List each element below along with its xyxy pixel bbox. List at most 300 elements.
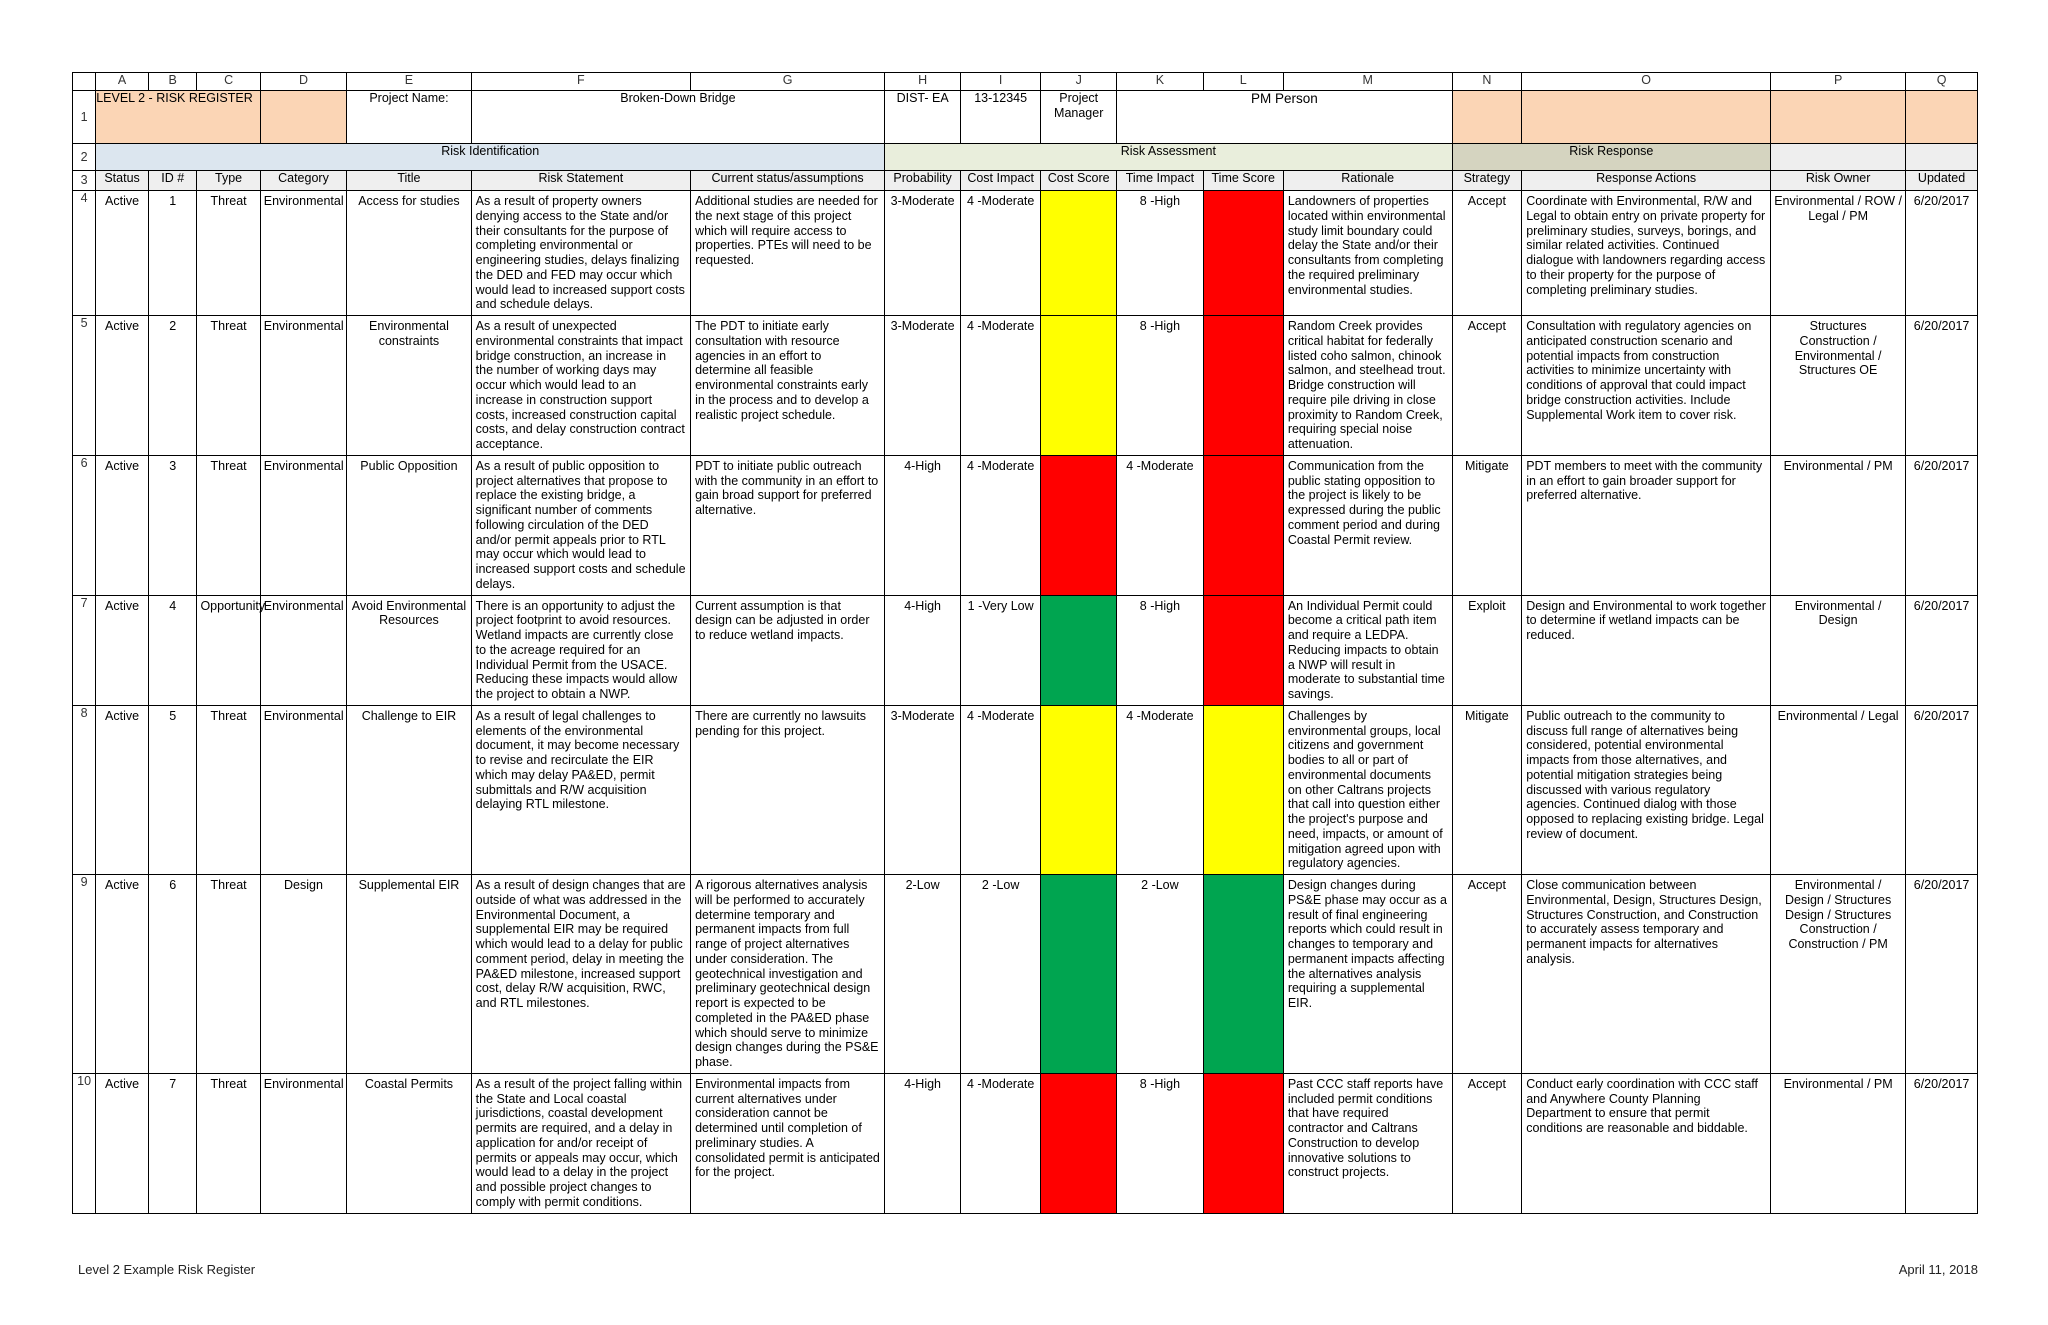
cell-response-actions[interactable] [1522, 455, 1771, 595]
column-letter-j[interactable]: J [1041, 73, 1117, 91]
cell-cost-score-text: 4 [1075, 878, 1083, 892]
cell-id[interactable] [148, 875, 197, 1074]
project-manager-value: PM Person [1117, 91, 1452, 144]
row-number-6[interactable]: 6 [73, 455, 96, 595]
cell-risk-owner[interactable] [1771, 1073, 1906, 1213]
cell-risk-owner-text: Structures Construction / Environmental / Structures OE [1794, 319, 1882, 378]
cell-title-text: Access for studies [358, 194, 460, 208]
cell-updated-text: 6/20/2017 [1913, 194, 1970, 208]
cell-probability[interactable] [885, 1073, 961, 1213]
cell-response-actions-text: PDT members to meet with the community in an effort to gain broader support for preferred alternative. [1526, 458, 1763, 503]
cell-cost-impact-text: 4 -Moderate [966, 458, 1035, 473]
title-peach-n [1452, 91, 1522, 144]
cell-title-text: Supplemental EIR [358, 878, 460, 892]
cell-response-actions[interactable] [1522, 595, 1771, 705]
col-header-time-score: Time Score [1203, 171, 1283, 191]
cell-cost-impact-text: 1 -Very Low [967, 598, 1034, 613]
cell-current-status-text: Environmental impacts from current alternatives under consideration cannot be determined until completion of preliminary studies. A consolidated permit is anticipated for the project. [695, 1076, 880, 1180]
table-row [73, 316, 1978, 456]
cell-probability[interactable] [885, 875, 961, 1074]
col-header-probability: Probability [885, 171, 961, 191]
cell-type[interactable] [197, 191, 260, 316]
cell-category-text: Environmental [263, 458, 344, 473]
cell-risk-statement-text: There is an opportunity to adjust the project footprint to avoid resources. Wetland impacts are currently close to the acreage required for an Individual Permit from the USACE. Reducing these impacts would allow the project to obtain a NWP. [475, 598, 678, 701]
cell-response-actions-text: Consultation with regulatory agencies on anticipated construction scenario and potential impacts from construction activities to minimize uncertainty with conditions of approval that could impact bridge construction activities. Include Supplemental Work item to cover risk. [1526, 319, 1752, 422]
title-peach-q [1906, 91, 1978, 144]
cell-time-impact-text: 4 -Moderate [1126, 458, 1194, 473]
col-header-status: Status [96, 171, 149, 191]
cell-category-text: Environmental [263, 319, 344, 333]
cell-type[interactable] [197, 595, 266, 705]
cell-id[interactable] [148, 191, 197, 316]
cell-probability-text: 4-High [904, 598, 942, 613]
cell-updated-text: 6/20/2017 [1913, 878, 1970, 892]
cell-time-impact-text: 8 -High [1139, 194, 1181, 208]
cell-time-score-text: 24 [1236, 194, 1251, 208]
cell-strategy-text: Exploit [1468, 598, 1506, 613]
cell-risk-owner-text: Environmental / PM [1783, 1076, 1893, 1091]
cell-updated[interactable] [1906, 595, 1978, 705]
column-letter-o[interactable]: O [1522, 73, 1771, 91]
row-number-7[interactable]: 7 [73, 595, 96, 705]
column-letter-f[interactable]: F [471, 73, 690, 91]
cell-cost-impact[interactable] [961, 316, 1041, 456]
cell-time-impact-text: 8 -High [1139, 319, 1181, 333]
cell-time-score-text: 32 [1236, 1076, 1251, 1091]
column-letter-d[interactable]: D [260, 73, 346, 91]
cell-rationale[interactable] [1283, 875, 1452, 1074]
cell-risk-owner[interactable] [1771, 191, 1906, 316]
cell-probability-text: 3-Moderate [890, 319, 955, 333]
cell-category-text: Environmental [263, 194, 344, 208]
cell-time-impact[interactable] [1117, 455, 1203, 595]
cell-risk-statement-text: As a result of the project falling within the State and Local coastal jurisdictions, coastal development permits are required, and a delay in application for and/or receipt of permits or appeals may occur, which would lead to a delay in the project and possible project changes to comply with permit conditions. [475, 1076, 683, 1209]
row-number-3[interactable]: 3 [73, 171, 96, 191]
cell-cost-score[interactable] [1041, 1073, 1117, 1213]
cell-risk-statement[interactable] [471, 595, 690, 705]
cell-category-text: Environmental [263, 1076, 344, 1091]
register-title: LEVEL 2 - RISK REGISTER [96, 91, 261, 144]
cell-cost-score[interactable] [1041, 705, 1117, 874]
cell-strategy-text: Accept [1467, 319, 1506, 333]
cell-cost-score[interactable] [1041, 455, 1117, 595]
cell-type[interactable] [197, 455, 260, 595]
cell-response-actions-text: Public outreach to the community to discuss full range of alternatives being considered, potential environmental impacts from those alternatives, and potential mitigation strategies being discussed with various regulatory agencies. Continued dialog with those opposed to replacing existing bridge. Legal review of document. [1526, 708, 1764, 841]
cell-current-status[interactable] [691, 191, 885, 316]
cell-response-actions-text: Close communication between Environmental, Design, Structures Design, Structures Construction, and Construction to accurately assess temporary and permanent impacts for alternatives analysis. [1526, 878, 1762, 966]
cell-status[interactable] [96, 191, 149, 316]
cell-id-text: 2 [169, 319, 177, 333]
cell-probability-text: 3-Moderate [890, 708, 955, 723]
cell-time-score-text: 16 [1236, 458, 1251, 473]
cell-risk-owner-text: Environmental / PM [1783, 458, 1893, 473]
cell-cost-score[interactable] [1041, 595, 1117, 705]
cell-type-text: Threat [210, 878, 247, 892]
cell-strategy[interactable] [1452, 875, 1522, 1074]
column-letter-k[interactable]: K [1117, 73, 1203, 91]
cell-cost-score-text: 12 [1071, 194, 1086, 208]
column-letter-m[interactable]: M [1283, 73, 1452, 91]
cell-current-status[interactable] [691, 705, 885, 874]
cell-response-actions[interactable] [1522, 1073, 1771, 1213]
table-row [73, 875, 1978, 1074]
cell-type-text: Opportunity [200, 598, 266, 613]
cell-risk-statement-text: As a result of property owners denying access to the State and/or their consultants for the purpose of completing environmental or engineering studies, delays finalizing the DED and FED may occur which would lead to increased support costs and schedule delays. [475, 194, 685, 312]
cell-cost-impact[interactable] [961, 455, 1041, 595]
cell-time-impact[interactable] [1117, 875, 1203, 1074]
cell-risk-owner-text: Environmental / Design / Structures Design / Structures Construction / Construction / PM [1784, 878, 1892, 951]
cell-category-text: Environmental [263, 598, 344, 613]
cell-current-status-text: Current assumption is that design can be adjusted in order to reduce wetland impacts. [695, 598, 870, 642]
row-number-9[interactable]: 9 [73, 875, 96, 1074]
cell-risk-statement[interactable] [471, 191, 690, 316]
cell-category-text: Design [284, 878, 323, 892]
cell-risk-owner[interactable] [1771, 595, 1906, 705]
col-header-risk-owner: Risk Owner [1771, 171, 1906, 191]
row-number-10[interactable]: 10 [73, 1073, 96, 1213]
cell-id-text: 7 [169, 1076, 177, 1091]
cell-current-status[interactable] [691, 455, 885, 595]
project-manager-label: Project Manager [1041, 91, 1117, 144]
cell-risk-owner[interactable] [1771, 316, 1906, 456]
cell-response-actions[interactable] [1522, 875, 1771, 1074]
column-letter-l[interactable]: L [1203, 73, 1283, 91]
cell-time-impact[interactable] [1117, 191, 1203, 316]
spreadsheet-sheet [72, 72, 1978, 1214]
cell-time-impact[interactable] [1117, 316, 1203, 456]
cell-cost-impact-text: 4 -Moderate [966, 1076, 1035, 1091]
cell-time-impact[interactable] [1117, 595, 1203, 705]
cell-title[interactable] [347, 595, 471, 705]
cell-current-status-text: PDT to initiate public outreach with the community in an effort to gain broad support for preferred alternative. [695, 458, 879, 517]
cell-title[interactable] [347, 1073, 471, 1213]
row-number-8[interactable]: 8 [73, 705, 96, 874]
cell-time-score[interactable] [1203, 455, 1283, 595]
cell-time-score-text: 32 [1236, 598, 1251, 613]
cell-time-score[interactable] [1203, 705, 1283, 874]
cell-title[interactable] [347, 316, 471, 456]
column-letter-e[interactable]: E [347, 73, 471, 91]
cell-cost-score-text: 16 [1071, 458, 1086, 473]
col-header-updated: Updated [1906, 171, 1978, 191]
cell-strategy-text: Mitigate [1464, 458, 1509, 473]
cell-rationale-text: Past CCC staff reports have included permit conditions that have required contractor and Caltrans Construction to develop innovative solutions to construct projects. [1287, 1076, 1444, 1180]
cell-strategy[interactable] [1452, 316, 1522, 456]
cell-title-text: Coastal Permits [364, 1076, 454, 1091]
cell-status[interactable] [96, 455, 149, 595]
cell-cost-impact-text: 4 -Moderate [966, 194, 1035, 208]
cell-time-score[interactable] [1203, 191, 1283, 316]
cell-updated-text: 6/20/2017 [1913, 598, 1970, 613]
page-footer [78, 1262, 1978, 1277]
cell-title[interactable] [347, 705, 471, 874]
cell-updated[interactable] [1906, 191, 1978, 316]
cell-current-status-text: There are currently no lawsuits pending for this project. [695, 708, 866, 738]
col-header-title: Title [347, 171, 471, 191]
col-header-time-impact: Time Impact [1117, 171, 1203, 191]
cell-status-text: Active [105, 194, 140, 208]
cell-rationale-text: Challenges by environmental groups, local citizens and government bodies to all or part of environmental documents on other Caltrans projects that call into question either the project's purpose and need, impacts, or amount of mitigation agreed upon with regulatory agencies. [1287, 708, 1443, 871]
cell-status-text: Active [105, 319, 140, 333]
cell-status[interactable] [96, 595, 149, 705]
table-row [73, 705, 1978, 874]
cell-cost-impact[interactable] [961, 705, 1041, 874]
band-risk-response: Risk Response [1452, 144, 1771, 171]
cell-rationale[interactable] [1283, 316, 1452, 456]
column-letter-g[interactable]: G [691, 73, 885, 91]
cell-time-impact[interactable] [1117, 1073, 1203, 1213]
cell-response-actions[interactable] [1522, 316, 1771, 456]
cell-time-score-text: 24 [1236, 319, 1251, 333]
cell-strategy[interactable] [1452, 705, 1522, 874]
cell-probability[interactable] [885, 595, 961, 705]
cell-type[interactable] [197, 875, 260, 1074]
cell-rationale-text: Landowners of properties located within environmental study limit boundary could delay the State and/or their consultants from completing the required preliminary environmental studies. [1287, 194, 1446, 297]
cell-title-text: Challenge to EIR [361, 708, 457, 723]
cell-current-status[interactable] [691, 875, 885, 1074]
project-name-label: Project Name: [347, 91, 471, 144]
row-number-1[interactable]: 1 [73, 91, 96, 144]
cell-cost-impact[interactable] [961, 875, 1041, 1074]
column-letter-a[interactable]: A [96, 73, 149, 91]
cell-rationale[interactable] [1283, 455, 1452, 595]
dist-ea-value: 13-12345 [961, 91, 1041, 144]
cell-rationale-text: An Individual Permit could become a critical path item and require a LEDPA. Reducing impacts to obtain a NWP will result in moderate to substantial time savings. [1287, 598, 1445, 701]
column-letter-q[interactable]: Q [1906, 73, 1978, 91]
cell-risk-statement[interactable] [471, 875, 690, 1074]
band-risk-assessment: Risk Assessment [885, 144, 1452, 171]
cell-risk-statement[interactable] [471, 316, 690, 456]
cell-rationale[interactable] [1283, 1073, 1452, 1213]
cell-category[interactable] [260, 875, 346, 1074]
cell-probability-text: 2-Low [905, 878, 940, 892]
cell-time-impact-text: 4 -Moderate [1126, 708, 1194, 723]
col-header-type: Type [197, 171, 260, 191]
cell-time-impact[interactable] [1117, 705, 1203, 874]
sheet-row-1 [73, 91, 1978, 144]
cell-id-text: 6 [169, 878, 177, 892]
cell-rationale[interactable] [1283, 595, 1452, 705]
cell-rationale-text: Random Creek provides critical habitat for federally listed coho salmon, chinook salmon, and steelhead trout. Bridge construction will require pile driving in close proximity to Random Creek, requiring special noise attenuation. [1287, 319, 1446, 451]
cell-probability-text: 4-High [904, 1076, 942, 1091]
cell-risk-statement[interactable] [471, 455, 690, 595]
cell-cost-score[interactable] [1041, 316, 1117, 456]
title-spacer-cell [260, 91, 346, 144]
cell-probability[interactable] [885, 316, 961, 456]
cell-type-text: Threat [210, 1076, 247, 1091]
cell-category-text: Environmental [263, 708, 344, 723]
column-letter-i[interactable]: I [961, 73, 1041, 91]
cell-time-score[interactable] [1203, 316, 1283, 456]
cell-probability[interactable] [885, 191, 961, 316]
cell-cost-score-text: 12 [1071, 708, 1086, 723]
cell-risk-statement-text: As a result of legal challenges to elements of the environmental document, it may become necessary to revise and recirculate the EIR which may delay PA&ED, permit submittals and R/W acquisition delaying RTL milestone. [475, 708, 680, 812]
table-row [73, 595, 1978, 705]
cell-response-actions[interactable] [1522, 705, 1771, 874]
cell-updated-text: 6/20/2017 [1913, 1076, 1970, 1091]
row-number-5[interactable]: 5 [73, 316, 96, 456]
cell-probability-text: 3-Moderate [890, 194, 955, 208]
cell-rationale-text: Communication from the public stating opposition to the project is likely to be expressed during the public comment period and during Coastal Permit review. [1287, 458, 1441, 547]
cell-risk-owner-text: Environmental / Legal [1777, 708, 1899, 723]
cell-response-actions-text: Design and Environmental to work together to determine if wetland impacts can be reduced. [1526, 598, 1766, 642]
cell-id-text: 5 [169, 708, 177, 723]
cell-strategy[interactable] [1452, 595, 1522, 705]
cell-strategy[interactable] [1452, 1073, 1522, 1213]
column-letter-n[interactable]: N [1452, 73, 1522, 91]
cell-id[interactable] [148, 595, 197, 705]
risk-rows [73, 191, 1978, 1214]
cell-risk-statement-text: As a result of design changes that are outside of what was addressed in the Environmental Document, a supplemental EIR may be required which would lead to a delay for public comment period, delay in meeting the PA&ED milestone, increased support cost, delay R/W acquisition, RWC, and RTL milestones. [475, 878, 686, 1010]
cell-current-status[interactable] [691, 595, 885, 705]
cell-probability-text: 4-High [904, 458, 942, 473]
cell-updated[interactable] [1906, 1073, 1978, 1213]
cell-status[interactable] [96, 316, 149, 456]
cell-type[interactable] [197, 316, 260, 456]
sheet-corner[interactable] [73, 73, 96, 91]
col-header-id: ID # [148, 171, 197, 191]
band-risk-identification: Risk Identification [96, 144, 885, 171]
cell-cost-impact-text: 2 -Low [981, 878, 1020, 892]
cell-response-actions-text: Conduct early coordination with CCC staff and Anywhere County Planning Department to ensure that permit conditions are reasonable and biddable. [1526, 1076, 1759, 1135]
cell-cost-impact[interactable] [961, 595, 1041, 705]
col-header-category: Category [260, 171, 346, 191]
cell-strategy-text: Accept [1467, 878, 1506, 892]
table-row [73, 455, 1978, 595]
cell-id[interactable] [148, 1073, 197, 1213]
table-row [73, 191, 1978, 316]
cell-strategy[interactable] [1452, 191, 1522, 316]
cell-updated[interactable] [1906, 875, 1978, 1074]
cell-cost-impact[interactable] [961, 191, 1041, 316]
cell-current-status-text: The PDT to initiate early consultation with resource agencies in an effort to determine all feasible environmental constraints early in the process and to develop a realistic project schedule. [695, 319, 869, 422]
column-letter-row [73, 73, 1978, 91]
cell-cost-impact-text: 4 -Moderate [966, 708, 1035, 723]
cell-risk-statement-text: As a result of unexpected environmental constraints that impact bridge construction, an increase in the number of working days may occur which would lead to an increase in construction support costs, increased construction capital costs, and delay construction contract acceptance. [475, 319, 685, 451]
col-header-cost-impact: Cost Impact [961, 171, 1041, 191]
cell-rationale[interactable] [1283, 705, 1452, 874]
cell-time-score[interactable] [1203, 875, 1283, 1074]
cell-updated-text: 6/20/2017 [1913, 319, 1970, 333]
cell-cost-score-text: 16 [1071, 1076, 1086, 1091]
cell-id-text: 1 [169, 194, 177, 208]
cell-id[interactable] [148, 316, 197, 456]
cell-category[interactable] [260, 595, 346, 705]
cell-cost-score[interactable] [1041, 191, 1117, 316]
cell-time-impact-text: 8 -High [1139, 1076, 1181, 1091]
cell-time-score[interactable] [1203, 1073, 1283, 1213]
cell-status-text: Active [105, 878, 140, 892]
cell-category[interactable] [260, 191, 346, 316]
row-number-4[interactable]: 4 [73, 191, 96, 316]
cell-updated-text: 6/20/2017 [1913, 458, 1970, 473]
cell-response-actions[interactable] [1522, 191, 1771, 316]
cell-cost-impact-text: 4 -Moderate [966, 319, 1035, 333]
column-letter-p[interactable]: P [1771, 73, 1906, 91]
cell-title-text: Avoid Environmental Resources [351, 598, 467, 628]
cell-risk-statement[interactable] [471, 705, 690, 874]
column-letter-b[interactable]: B [148, 73, 197, 91]
project-name-value: Broken-Down Bridge [471, 91, 884, 144]
cell-probability[interactable] [885, 705, 961, 874]
cell-cost-score[interactable] [1041, 875, 1117, 1074]
cell-strategy[interactable] [1452, 455, 1522, 595]
cell-probability[interactable] [885, 455, 961, 595]
cell-type[interactable] [197, 1073, 260, 1213]
col-header-cost-score: Cost Score [1041, 171, 1117, 191]
column-letter-h[interactable]: H [885, 73, 961, 91]
cell-time-score-text: 12 [1236, 708, 1251, 723]
cell-risk-owner[interactable] [1771, 705, 1906, 874]
cell-status-text: Active [105, 458, 140, 473]
cell-risk-statement[interactable] [471, 1073, 690, 1213]
cell-title[interactable] [347, 191, 471, 316]
cell-status[interactable] [96, 1073, 149, 1213]
cell-current-status[interactable] [691, 1073, 885, 1213]
column-letter-c[interactable]: C [197, 73, 260, 91]
cell-status-text: Active [105, 1076, 140, 1091]
cell-risk-owner[interactable] [1771, 875, 1906, 1074]
col-header-risk-statement: Risk Statement [471, 171, 690, 191]
cell-title[interactable] [347, 875, 471, 1074]
cell-type-text: Threat [210, 194, 247, 208]
cell-risk-owner-text: Environmental / Design [1794, 598, 1882, 628]
cell-updated[interactable] [1906, 455, 1978, 595]
cell-current-status-text: Additional studies are needed for the next stage of this project which will require access to properties. PTEs will need to be requested. [695, 194, 878, 267]
row-number-2[interactable]: 2 [73, 144, 96, 171]
cell-status[interactable] [96, 875, 149, 1074]
cell-category[interactable] [260, 455, 346, 595]
risk-register-table [72, 72, 1978, 1214]
cell-time-score[interactable] [1203, 595, 1283, 705]
cell-status[interactable] [96, 705, 149, 874]
title-peach-p [1771, 91, 1906, 144]
footer-left-text: Level 2 Example Risk Register [78, 1262, 256, 1277]
cell-id[interactable] [148, 455, 197, 595]
cell-type-text: Threat [210, 708, 247, 723]
title-peach-o [1522, 91, 1771, 144]
cell-category[interactable] [260, 1073, 346, 1213]
band-blank-p [1771, 144, 1906, 171]
cell-current-status[interactable] [691, 316, 885, 456]
cell-current-status-text: A rigorous alternatives analysis will be performed to accurately determine temporary and permanent impacts from full range of project alternatives under consideration. The geotechnical investigation and preliminary geotechnical design report is expected to be completed in the PA&ED phase which should serve to minimize design changes during the PS&E phase. [695, 878, 879, 1069]
cell-risk-owner[interactable] [1771, 455, 1906, 595]
cell-title-text: Environmental constraints [368, 319, 449, 348]
band-blank-q [1906, 144, 1978, 171]
cell-rationale[interactable] [1283, 191, 1452, 316]
cell-cost-impact[interactable] [961, 1073, 1041, 1213]
cell-updated[interactable] [1906, 705, 1978, 874]
cell-title-text: Public Opposition [360, 458, 458, 473]
cell-rationale-text: Design changes during PS&E phase may occur as a result of final engineering reports which could result in changes to temporary and permanent impacts affecting the alternatives analysis requiring a supplemental EIR. [1287, 878, 1447, 1010]
cell-time-impact-text: 8 -High [1139, 598, 1181, 613]
cell-status-text: Active [105, 598, 140, 613]
cell-type[interactable] [197, 705, 260, 874]
cell-category[interactable] [260, 316, 346, 456]
dist-ea-label: DIST- EA [885, 91, 961, 144]
col-header-current-status: Current status/assumptions [691, 171, 885, 191]
cell-updated-text: 6/20/2017 [1913, 708, 1970, 723]
cell-cost-score-text: 4 [1075, 598, 1083, 613]
cell-id[interactable] [148, 705, 197, 874]
cell-id-text: 4 [169, 598, 177, 613]
cell-category[interactable] [260, 705, 346, 874]
cell-time-impact-text: 2 -Low [1141, 878, 1179, 892]
cell-title[interactable] [347, 455, 471, 595]
col-header-response-actions: Response Actions [1522, 171, 1771, 191]
cell-updated[interactable] [1906, 316, 1978, 456]
sheet-row-2 [73, 144, 1978, 171]
